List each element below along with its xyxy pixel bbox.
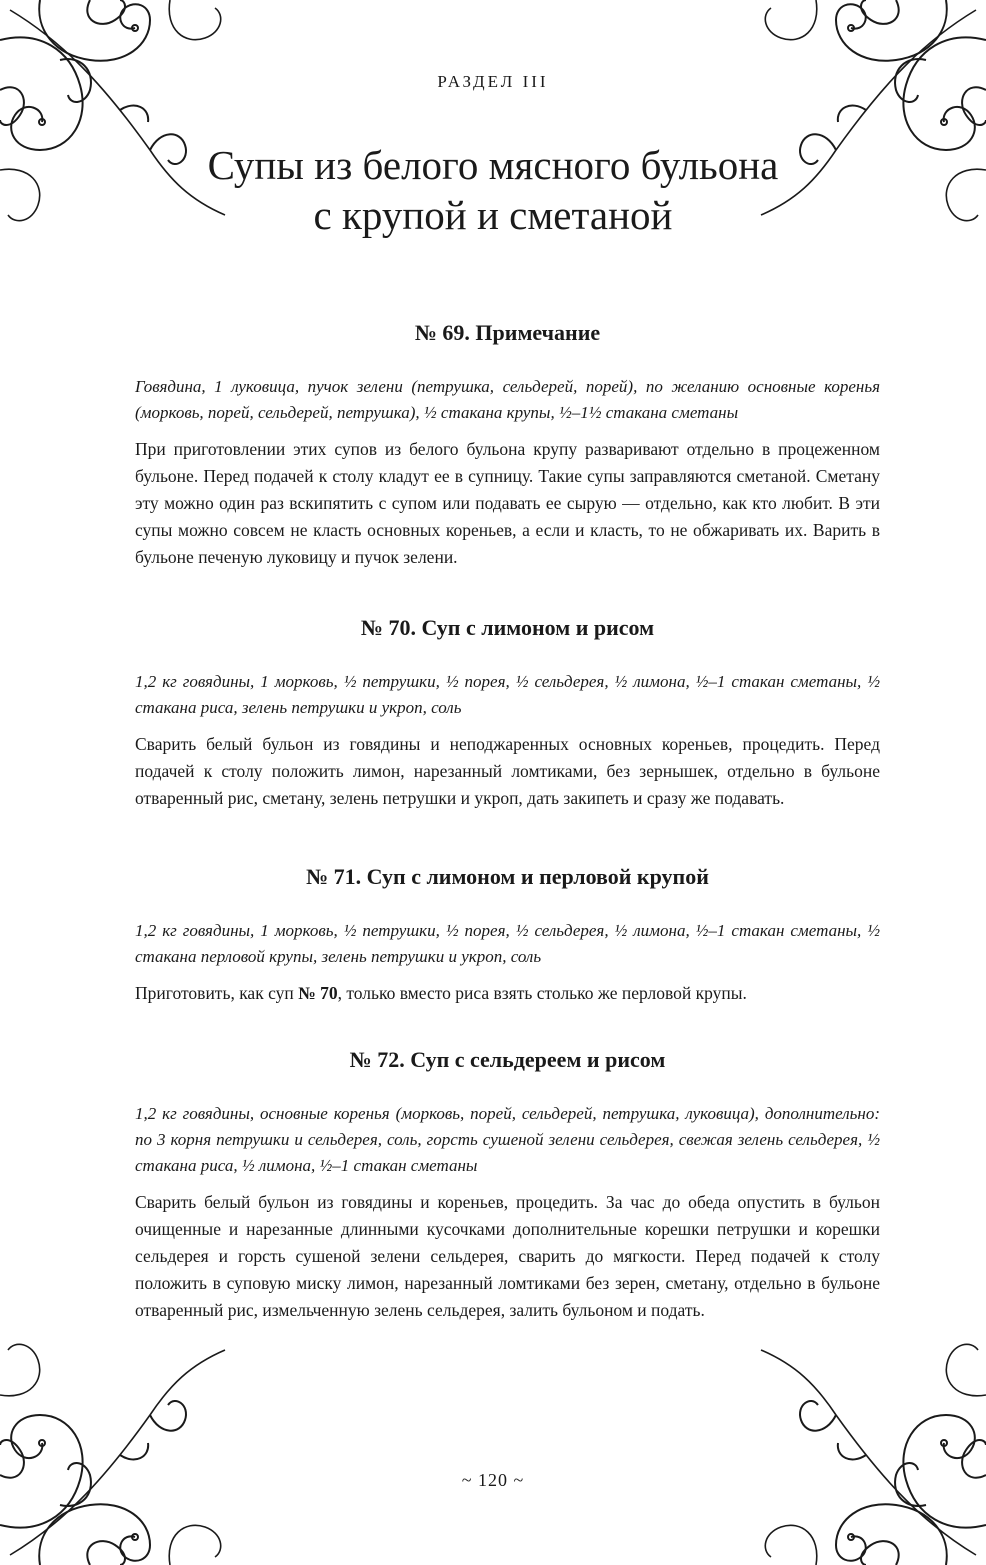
- floral-corner-ornament-icon: [756, 1335, 986, 1565]
- recipe-title: № 69. Примечание: [414, 320, 601, 345]
- recipe-instructions: [135, 980, 880, 1007]
- chapter-title-line-1: Супы из белого мясного бульона: [207, 142, 779, 188]
- recipe-ingredients: 1,2 кг говядины, 1 морковь, ½ петрушки, ½ порея, ½ сельдерея, ½ лимона, ½–1 стакан сметаны, ½ стакана риса, зелень петрушки и укроп, соль: [135, 672, 880, 717]
- section-label: РАЗДЕЛ III: [437, 72, 549, 91]
- instructions-text: Приготовить, как суп: [135, 983, 299, 1003]
- recipe-title: № 72. Суп с сельдереем и рисом: [349, 1047, 666, 1072]
- recipe-71: [135, 862, 880, 1007]
- recipe-72: [135, 1045, 880, 1324]
- chapter-title: [0, 140, 986, 240]
- chapter-title-line-2: с крупой и сметаной: [313, 192, 673, 238]
- instructions-text: , только вместо риса взять столько же перловой крупы.: [337, 983, 747, 1003]
- recipe-reference: № 70: [298, 983, 338, 1003]
- recipe-ingredients: Говядина, 1 луковица, пучок зелени (петрушка, сельдерей, порей), по желанию основные коренья (морковь, порей, сельдерей, петрушка), ½ стакана крупы, ½–1½ стакана сметаны: [135, 377, 880, 422]
- page-number: ~ 120 ~: [461, 1470, 525, 1490]
- recipe-69: [135, 318, 880, 571]
- recipe-70: [135, 613, 880, 812]
- recipe-instructions: Сварить белый бульон из говядины и кореньев, процедить. За час до обеда опустить в бульон очищенные и нарезанные длинными кусочками дополнительные корешки петрушки и корешки сельдерея и горсть сушеной зелени сельдерея, сварить до мягкости. Перед подачей к столу положить в суповую миску лимон, нарезанный ломтиками без зерен, сметану, отдельно в бульоне отваренный рис, измельченную зелень сельдерея, залить бульоном и подать.: [135, 1192, 880, 1320]
- recipe-title: № 71. Суп с лимоном и перловой крупой: [306, 864, 709, 889]
- recipe-list: [135, 318, 880, 1324]
- recipe-ingredients: 1,2 кг говядины, 1 морковь, ½ петрушки, ½ порея, ½ сельдерея, ½ лимона, ½–1 стакан сметаны, ½ стакана перловой крупы, зелень петрушки и укроп, соль: [135, 921, 880, 966]
- recipe-instructions: При приготовлении этих супов из белого бульона крупу разваривают отдельно в процеженном бульоне. Перед подачей к столу кладут ее в супницу. Такие супы заправляются сметаной. Сметану эту можно один раз вскипятить с супом или подавать ее сырую — отдельно, как кто любит. В эти супы можно совсем не класть основных кореньев, а если и класть, то не обжаривать их. Варить в бульоне печеную луковицу и пучок зелени.: [135, 439, 880, 567]
- recipe-instructions: Сварить белый бульон из говядины и неподжаренных основных кореньев, процедить. Перед подачей к столу положить лимон, нарезанный ломтиками, без зернышек, отдельно в бульоне отваренный рис, сметану, зелень петрушки и укроп, дать закипеть и сразу же подавать.: [135, 734, 880, 808]
- floral-corner-ornament-icon: [0, 1335, 230, 1565]
- recipe-title: № 70. Суп с лимоном и рисом: [360, 615, 655, 640]
- recipe-ingredients: 1,2 кг говядины, основные коренья (морковь, порей, сельдерей, петрушка, луковица), дополнительно: по 3 корня петрушки и сельдерея, соль, горсть сушеной зелени сельдерея, свежая зелень сельдерея, ½ стакана риса, ½ лимона, ½–1 стакан сметаны: [135, 1104, 880, 1175]
